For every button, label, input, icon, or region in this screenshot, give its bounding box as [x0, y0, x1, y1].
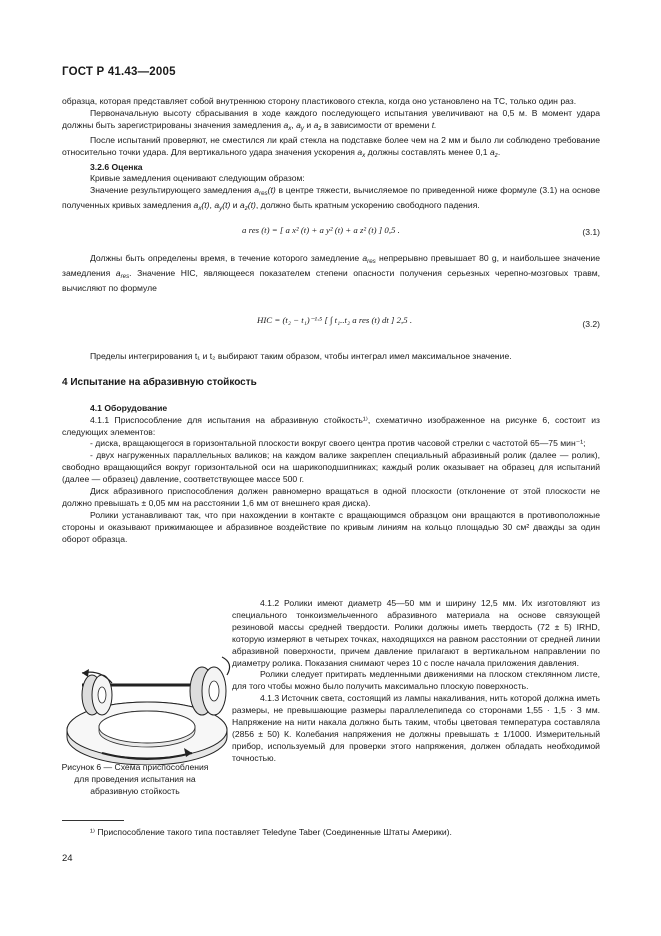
- text-run: и: [304, 119, 314, 130]
- symbol-sub: res: [120, 273, 130, 281]
- symbol: (t): [247, 200, 256, 211]
- text-run: Должны быть определены время, в течение которого замедление: [90, 253, 363, 264]
- paragraph: образца, которая представляет собой внутреннюю сторону пластикового стекла, когда оно установлено на ТС, только один раз.: [62, 96, 577, 106]
- list-item: - диска, вращающегося в горизонтальной плоскости вокруг своего центра против часовой стрелки с частотой 65—75 мин⁻¹;: [90, 438, 586, 449]
- symbol: (t): [267, 185, 276, 196]
- symbol-sub: x: [288, 124, 292, 132]
- symbol: a: [362, 253, 368, 264]
- paragraph: Ролики устанавливают так, что при нахождении в контакте с вращающимся образцом они вращаются в противоположные стороны и оказывают прижимающее и абразивное воздействие по кривым линиям на кольцо площадью 30 см² дважды за один оборот образца.: [62, 509, 600, 544]
- text-run: должны составлять менее 0,1: [365, 146, 490, 157]
- symbol: (t): [222, 200, 231, 211]
- list-item: - двух нагруженных параллельных валиков; на каждом валике закреплен специальный абразивный ролик (далее — ролик), свободно вращающийся вокруг горизонтальной оси на шарикоподшипниках; каждый ролик оказывает на образец для испытаний (далее — образец) давление, соответствующее массе 500 г.: [62, 450, 600, 485]
- formula-number: (3.2): [582, 318, 600, 329]
- symbol-sub: x: [362, 151, 366, 159]
- formula-3-1: [62, 219, 600, 249]
- symbol: a: [489, 146, 495, 157]
- paragraph: [62, 108, 600, 135]
- symbol-sub: x: [198, 205, 202, 213]
- text-run: , должно быть кратным ускорению свободного падения.: [255, 200, 480, 211]
- symbol: a: [115, 268, 121, 279]
- main-text: [62, 96, 600, 546]
- symbol-sub: z: [318, 124, 322, 132]
- paragraph: Ролики следует притирать медленными движениями на плоском стеклянном листе, для того чтобы можно было получить максимально плоскую поверхность.: [232, 669, 600, 692]
- page-number: 24: [62, 853, 73, 864]
- footnote-separator: [62, 820, 124, 821]
- footnote: ¹⁾ Приспособление такого типа поставляет Teledyne Taber (Соединенные Штаты Америки).: [90, 827, 452, 837]
- text-run: ,: [291, 119, 297, 130]
- text-run: Значение результирующего замедления: [90, 185, 255, 196]
- abrasion-apparatus-figure: [62, 655, 277, 765]
- paragraph: Диск абразивного приспособления должен равномерно вращаться в одной плоскости (отклонение от этой плоскости не должно превышать ± 0,05 мм на расстоянии 1,6 мм от внешнего края диска).: [62, 486, 600, 508]
- paragraph: 4.1.2 Ролики имеют диаметр 45—50 мм и ширину 12,5 мм. Их изготовляют из специального тонкоизмельченного абразивного материала на основе связующей резиновой массы средней твердости. Ролики должны иметь твердость (72 ± 5) IRHD, которую измеряют в четырех точках, находящихся на равном расстоянии от средней линии абразивной поверхности, причем давление прилагают в вертикальном направлении по диаметру ролика. Показания снимают через 10 с после начала приложения давления.: [232, 598, 600, 668]
- symbol: a: [214, 200, 220, 211]
- paragraph: 4.1.1 Приспособление для испытания на абразивную стойкость¹⁾, схематично изображенное на рисунке 6, состоит из следующих элементов:: [62, 414, 600, 437]
- symbol: t.: [431, 119, 437, 130]
- formula-number: (3.1): [582, 227, 600, 238]
- symbol-sub: z: [494, 151, 498, 159]
- formula-expression: a res (t) = [ a x² (t) + a y² (t) + a z² (t) ] 0,5 .: [242, 225, 400, 236]
- subsection-heading: 4.1 Оборудование: [90, 402, 168, 413]
- section-heading: 4 Испытание на абразивную стойкость: [62, 376, 257, 388]
- paragraph: 4.1.3 Источник света, состоящий из лампы накаливания, нить которой должна иметь размеры, не превышающие размеры параллелепипеда со сторонами 1,55 · 1,5 · 3 мм. Напряжение на нити накала должно быть таким, чтобы цветовая температура составляла (2856 ± 50) К. Колебания напряжения не должны превышать ± 1/1000. Измерительный прибор, используемый для проверки этого напряжения, должен обладать необходимой точностью.: [232, 693, 600, 763]
- symbol: (t): [201, 200, 210, 211]
- document-header: ГОСТ Р 41.43—2005: [62, 66, 176, 78]
- symbol: a: [283, 119, 289, 130]
- paragraph: [62, 253, 600, 295]
- symbol: a: [357, 146, 363, 157]
- paragraph: Пределы интегрирования t₁ и t₂ выбирают таким образом, чтобы интеграл имел максимальное значение.: [90, 350, 512, 361]
- paragraph: Значение результирующего замедления $a_{res}(t)$ в центре тяжести, вычисляемое по приведенной ниже формуле (3.1) на основе полученных кривых замедления $a_x(t)$, $a_y(t)$ и $a_z(t)$, должно быть кратным ускорению свободного падения.: [62, 185, 600, 213]
- symbol-sub: res: [259, 190, 268, 198]
- symbol-sub: res: [367, 258, 376, 266]
- symbol: a: [313, 119, 319, 130]
- text-run: в зависимости от времени: [321, 119, 432, 130]
- figure-caption: Рисунок 6 — Схема приспособления для проведения испытания на абразивную стойкость: [61, 762, 209, 796]
- symbol: a: [193, 200, 199, 211]
- paragraph: После испытаний проверяют, не сместился ли край стекла на подставке более чем на 2 мм и было ли соблюдено требование относительно точки удара. Для вертикального удара значения ускорения $a_x$ должны составлять менее 0,1 $a_z$.: [62, 134, 600, 159]
- symbol: a: [239, 200, 245, 211]
- text-run: После испытаний проверяют, не сместился ли край стекла на подставке более чем на 2 мм и было ли соблюдено требование относительно точки удара. Для вертикального удара значения ускорения: [62, 134, 600, 157]
- symbol: a: [254, 185, 260, 196]
- formula-3-2: [62, 299, 600, 347]
- symbol-sub: z: [244, 205, 248, 213]
- text-run: Первоначальную высоту сбрасывания в ходе каждого последующего испытания увеличивают на 0,5 м. В момент удара должны быть зарегистрированы значения замедления: [62, 107, 600, 130]
- text-run: ,: [209, 200, 212, 211]
- text-run: в центре тяжести, вычисляемое по приведенной ниже формуле (3.1) на основе полученных кривых замедления: [62, 185, 600, 211]
- paragraph: Кривые замедления оценивают следующим образом:: [90, 173, 305, 184]
- symbol-sub: y: [300, 124, 304, 132]
- text-run: непрерывно превышает 80 g, и наибольшее значение замедления: [62, 253, 600, 279]
- formula-expression: HIC = (t₂ − t₁)⁻¹·⁵ [ ∫ t₁..t₂ a res (t) dt ] 2,5 .: [257, 314, 413, 325]
- text-run: . Значение HIC, являющееся показателем степени опасности получения серьезных черепно-мозговых травм, вычисляют по формуле: [62, 268, 600, 293]
- symbol: a: [296, 119, 301, 130]
- right-column-text: [232, 598, 600, 765]
- symbol-sub: y: [219, 205, 223, 213]
- subsection-heading: 3.2.6 Оценка: [90, 161, 143, 172]
